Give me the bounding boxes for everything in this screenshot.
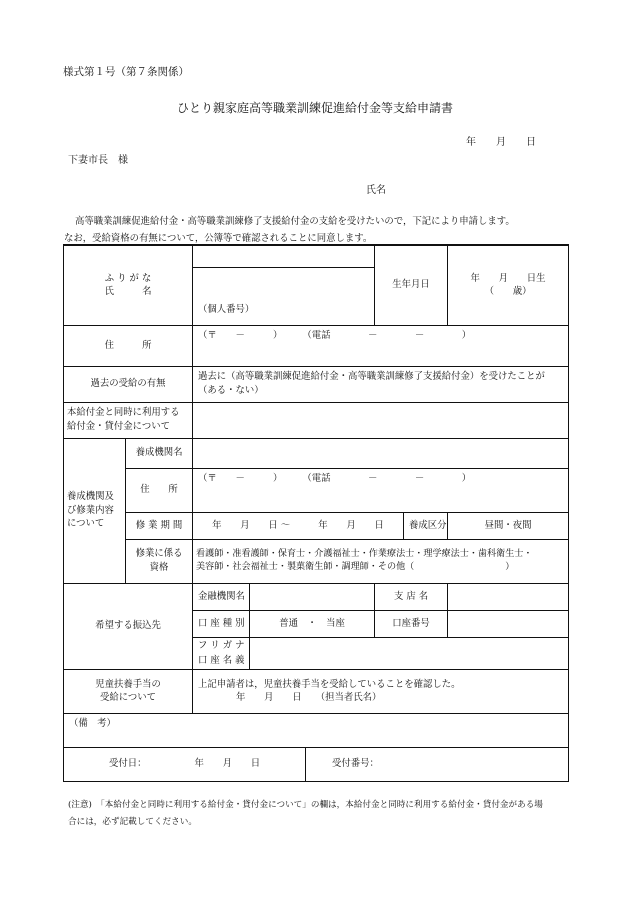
institution-postal: （〒 － ） bbox=[198, 472, 283, 484]
training-division-label: 養成区分 bbox=[404, 512, 448, 539]
holder-kana-input[interactable] bbox=[250, 637, 569, 653]
account-type-label: 口 座 種 別 bbox=[193, 610, 250, 637]
branch-name-input[interactable] bbox=[448, 583, 569, 610]
name-input[interactable] bbox=[193, 267, 375, 295]
qualification-line-2: 美容師・社会福祉士・製菓衛生師・調理師・その他（ ） bbox=[196, 562, 515, 572]
application-date[interactable]: 年 月 日 bbox=[466, 137, 536, 148]
page-title: ひとり親家庭高等職業訓練促進給付金等支給申請書 bbox=[176, 101, 453, 115]
address-phone: （電話 － － ） bbox=[302, 329, 472, 341]
furigana-input[interactable] bbox=[193, 245, 375, 267]
account-number-label: 口座番号 bbox=[375, 610, 448, 637]
institution-address-input[interactable] bbox=[193, 468, 569, 512]
qualification-line-1: 看護師・准看護師・保育士・介護福祉士・作業療法士・理学療法士・歯科衛生士・ bbox=[196, 548, 533, 559]
reception-date-label: 受付日： bbox=[109, 758, 147, 770]
child-allowance-label-1: 児童扶養手当の bbox=[95, 678, 161, 690]
birthdate-label: 生年月日 bbox=[375, 245, 448, 325]
training-division-value[interactable]: 昼間・夜間 bbox=[448, 512, 569, 539]
furigana-label: ふ り が な bbox=[104, 272, 152, 284]
bank-name-input[interactable] bbox=[250, 583, 375, 610]
qualification-options[interactable] bbox=[193, 539, 569, 583]
furigana-name-label-cell bbox=[64, 245, 193, 325]
age-value: （ 歳） bbox=[484, 286, 532, 298]
address-label: 住 所 bbox=[64, 325, 193, 366]
addressee: 下妻市長 様 bbox=[68, 155, 128, 166]
concurrent-benefit-input[interactable] bbox=[193, 402, 569, 438]
institution-name-input[interactable] bbox=[193, 438, 569, 468]
reception-number-label: 受付番号： bbox=[332, 758, 379, 770]
holder-name-label: 口 座 名 義 bbox=[193, 653, 250, 669]
child-allowance-label bbox=[64, 669, 193, 713]
my-number-cell[interactable] bbox=[193, 295, 375, 325]
address-input[interactable] bbox=[193, 325, 569, 366]
remarks-label: （備 考） bbox=[69, 717, 116, 729]
my-number-label: （個人番号） bbox=[198, 303, 255, 315]
training-period-value[interactable]: 年 月 日 ～ 年 月 日 bbox=[193, 512, 404, 539]
applicant-name-label: 氏名 bbox=[366, 185, 386, 196]
training-group-label: 養成機関及び修業内容について bbox=[64, 438, 126, 583]
footnote-line-2: 合には，必ず記載してください。 bbox=[68, 817, 197, 827]
institution-phone: （電話 － － ） bbox=[302, 472, 472, 484]
statement-2: なお，受給資格の有無について，公簿等で確認されることに同意します。 bbox=[64, 233, 373, 244]
birthdate-cell[interactable] bbox=[448, 245, 569, 325]
concurrent-benefit-label: 本給付金と同時に利用する給付金・貸付金について bbox=[64, 402, 193, 438]
training-period-label: 修 業 期 間 bbox=[126, 512, 193, 539]
holder-name-input[interactable] bbox=[250, 653, 569, 669]
child-allowance-text-2: 年 月 日 （担当者氏名） bbox=[236, 692, 382, 704]
name-label: 氏 名 bbox=[104, 286, 152, 298]
past-receipt-label: 過去の受給の有無 bbox=[64, 366, 193, 402]
statement-1: 高等職業訓練促進給付金・高等職業訓練修了支援給付金の支給を受けたいので，下記により申請します。 bbox=[75, 216, 515, 227]
reception-number-cell[interactable] bbox=[306, 747, 569, 781]
child-allowance-text-1: 上記申請者は，児童扶養手当を受給していることを確認した。 bbox=[198, 678, 461, 690]
past-receipt-text[interactable]: 過去に（高等職業訓練促進給付金・高等職業訓練修了支援給付金）を受けたことが（ある・ない） bbox=[193, 366, 569, 402]
application-form-table bbox=[63, 244, 569, 782]
branch-name-label: 支 店 名 bbox=[375, 583, 448, 610]
reception-date-cell[interactable] bbox=[64, 747, 306, 781]
bank-group-label: 希望する振込先 bbox=[64, 583, 193, 669]
institution-address-label: 住 所 bbox=[126, 468, 193, 512]
child-allowance-label-2: 受給について bbox=[99, 692, 157, 704]
holder-kana-label: フ リ ガ ナ bbox=[193, 637, 250, 653]
child-allowance-confirmation[interactable] bbox=[193, 669, 569, 713]
remarks-cell[interactable] bbox=[64, 713, 569, 747]
bank-name-label: 金融機関名 bbox=[193, 583, 250, 610]
address-postal: （〒 － ） bbox=[198, 329, 283, 341]
account-number-input[interactable] bbox=[448, 610, 569, 637]
qualification-label: 修業に係る資格 bbox=[126, 539, 193, 583]
form-number: 様式第１号（第７条関係） bbox=[63, 66, 189, 78]
birthdate-value: 年 月 日生 bbox=[470, 272, 546, 284]
account-type-value[interactable]: 普通 ・ 当座 bbox=[250, 610, 375, 637]
institution-name-label: 養成機関名 bbox=[126, 438, 193, 468]
footnote-line-1: (注意) 「本給付金と同時に利用する給付金・貸付金について」の欄は，本給付金と同時に利用する給付金・貸付金がある場 bbox=[68, 800, 543, 810]
reception-date-value: 年 月 日 bbox=[194, 758, 261, 770]
